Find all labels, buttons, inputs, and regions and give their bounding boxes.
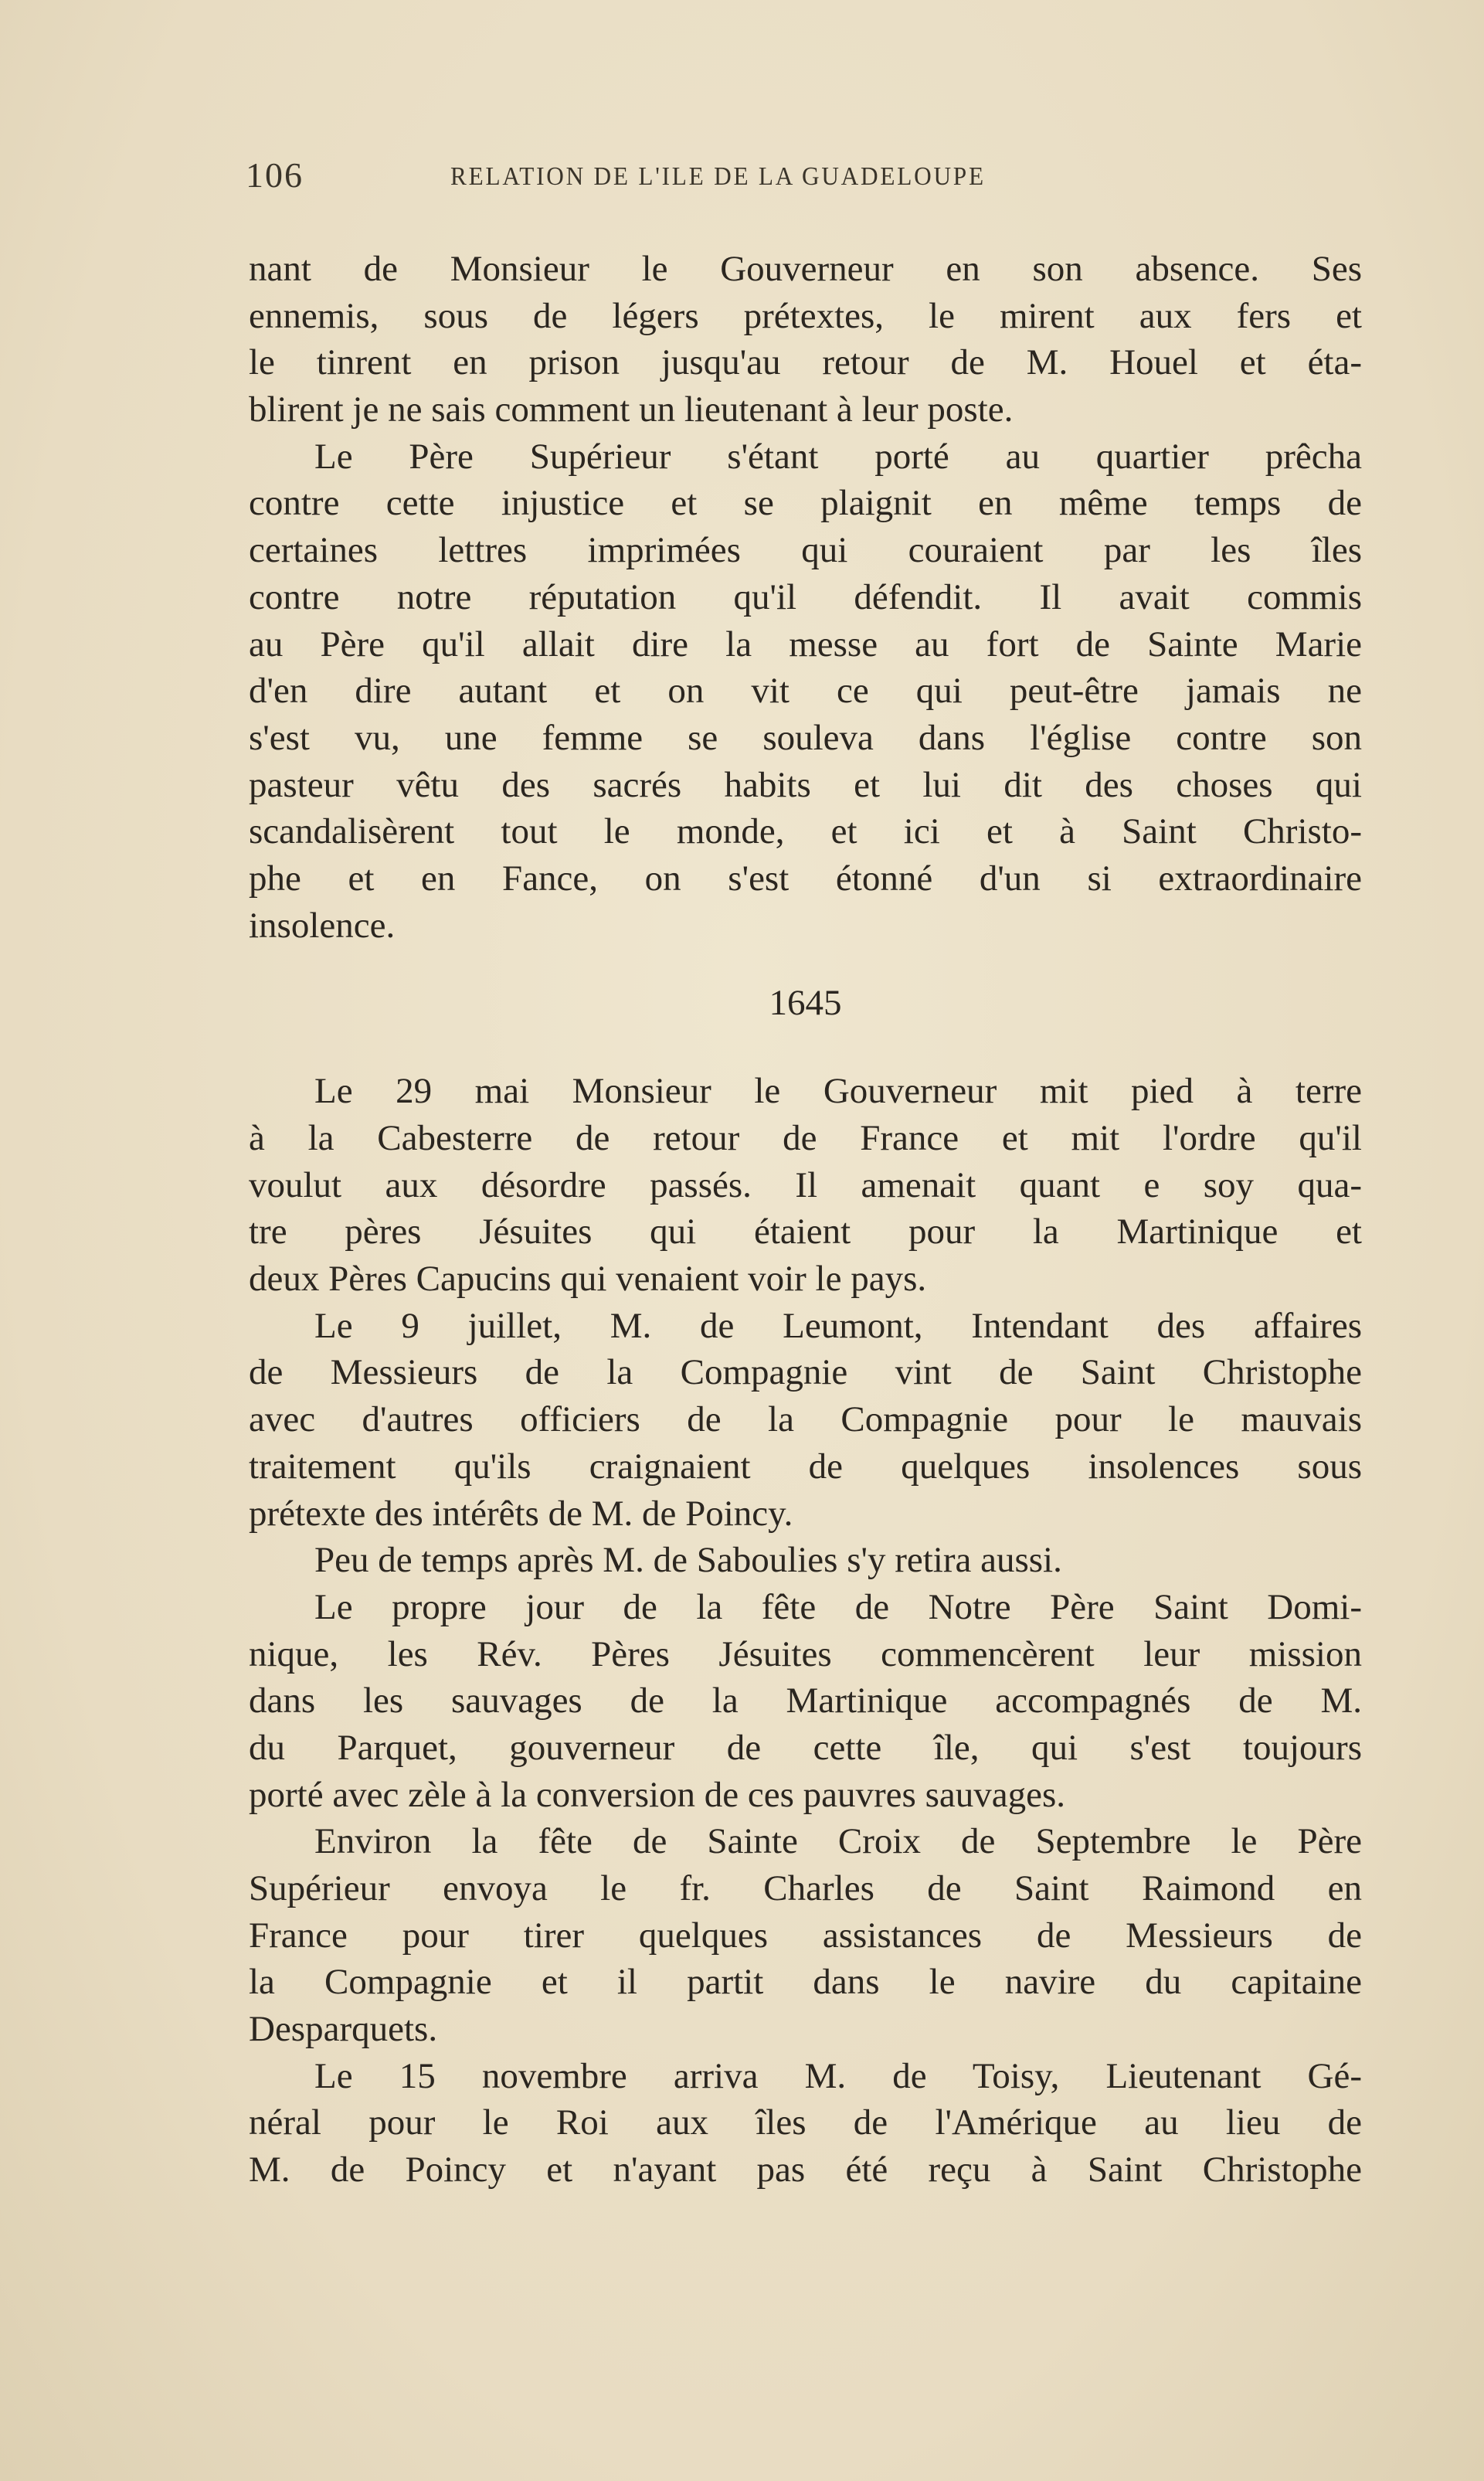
- text-line: voulut aux désordre passés. Il amenait quant e soy qua-: [249, 1164, 1362, 1205]
- text-line: Le propre jour de la fête de Notre Père Saint Domi-: [314, 1586, 1362, 1627]
- text-line: Le Père Supérieur s'étant porté au quartier prêcha: [314, 436, 1362, 477]
- text-line: d'en dire autant et on vit ce qui peut-être jamais ne: [249, 671, 1362, 712]
- text-line: Environ la fête de Sainte Croix de Septembre le Père: [314, 1821, 1362, 1862]
- text-line: au Père qu'il allait dire la messe au fort de Sainte Marie: [249, 624, 1362, 664]
- text-line: deux Pères Capucins qui venaient voir le pays.: [249, 1259, 927, 1300]
- paragraph: [249, 433, 1362, 950]
- text-line: prétexte des intérêts de M. de Poincy.: [249, 1493, 793, 1534]
- text-line: scandalisèrent tout le monde, et ici et à Saint Christo-: [249, 811, 1362, 852]
- running-title: RELATION DE L'ILE DE LA GUADELOUPE: [450, 162, 986, 191]
- text-block-before: [249, 246, 1362, 949]
- text-block-after: [249, 1068, 1362, 2194]
- text-line: phe et en Fance, on s'est étonné d'un si extraordinaire: [249, 858, 1362, 899]
- text-line: contre notre réputation qu'il défendit. Il avait commis: [249, 576, 1362, 617]
- text-line: porté avec zèle à la conversion de ces pauvres sauvages.: [249, 1774, 1065, 1815]
- text-line: Peu de temps après M. de Saboulies s'y retira aussi.: [314, 1540, 1062, 1581]
- text-line: certaines lettres imprimées qui couraient par les îles: [249, 530, 1362, 571]
- text-line: du Parquet, gouverneur de cette île, qui s'est toujours: [249, 1727, 1362, 1768]
- paragraph: [249, 1584, 1362, 1818]
- text-line: Le 15 novembre arriva M. de Toisy, Lieutenant Gé-: [314, 2055, 1362, 2096]
- text-line: M. de Poincy et n'ayant pas été reçu à Saint Christophe: [249, 2150, 1362, 2190]
- text-line: néral pour le Roi aux îles de l'Amérique au lieu de: [249, 2102, 1362, 2143]
- text-line: blirent je ne sais comment un lieutenant à leur poste.: [249, 389, 1014, 430]
- running-header: [246, 155, 1242, 201]
- paragraph: [249, 2053, 1362, 2194]
- text-line: à la Cabesterre de retour de France et mit l'ordre qu'il: [249, 1118, 1362, 1158]
- text-line: Supérieur envoya le fr. Charles de Saint Raimond en: [249, 1868, 1362, 1908]
- text-line: tre pères Jésuites qui étaient pour la Martinique et: [249, 1212, 1362, 1252]
- text-line: pasteur vêtu des sacrés habits et lui dit des choses qui: [249, 764, 1362, 805]
- text-line: dans les sauvages de la Martinique accompagnés de M.: [249, 1681, 1362, 1721]
- text-line: de Messieurs de la Compagnie vint de Saint Christophe: [249, 1352, 1362, 1393]
- text-line: Le 29 mai Monsieur le Gouverneur mit pied à terre: [314, 1071, 1362, 1112]
- text-line: Desparquets.: [249, 2009, 438, 2050]
- page-number: 106: [246, 155, 304, 195]
- text-line: avec d'autres officiers de la Compagnie pour le mauvais: [249, 1399, 1362, 1440]
- text-line: le tinrent en prison jusqu'au retour de M. Houel et éta-: [249, 342, 1362, 383]
- paragraph: [249, 1068, 1362, 1302]
- paragraph: [249, 1818, 1362, 2052]
- text-line: France pour tirer quelques assistances de Messieurs de: [249, 1915, 1362, 1956]
- text-line: insolence.: [249, 905, 396, 946]
- text-line: s'est vu, une femme se souleva dans l'église contre son: [249, 717, 1362, 758]
- page-body: [249, 246, 1362, 2194]
- paragraph: [249, 246, 1362, 433]
- section-year-heading: 1645: [769, 983, 842, 1024]
- text-line: Le 9 juillet, M. de Leumont, Intendant des affaires: [314, 1305, 1362, 1346]
- text-line: traitement qu'ils craignaient de quelques insolences sous: [249, 1446, 1362, 1487]
- text-line: contre cette injustice et se plaignit en même temps de: [249, 483, 1362, 524]
- text-line: nique, les Rév. Pères Jésuites commencèrent leur mission: [249, 1633, 1362, 1674]
- text-line: nant de Monsieur le Gouverneur en son absence. Ses: [249, 249, 1362, 289]
- text-line: ennemis, sous de légers prétextes, le mirent aux fers et: [249, 295, 1362, 336]
- paragraph: [249, 1303, 1362, 1537]
- text-line: la Compagnie et il partit dans le navire du capitaine: [249, 1962, 1362, 2003]
- paragraph: [249, 1537, 1362, 1584]
